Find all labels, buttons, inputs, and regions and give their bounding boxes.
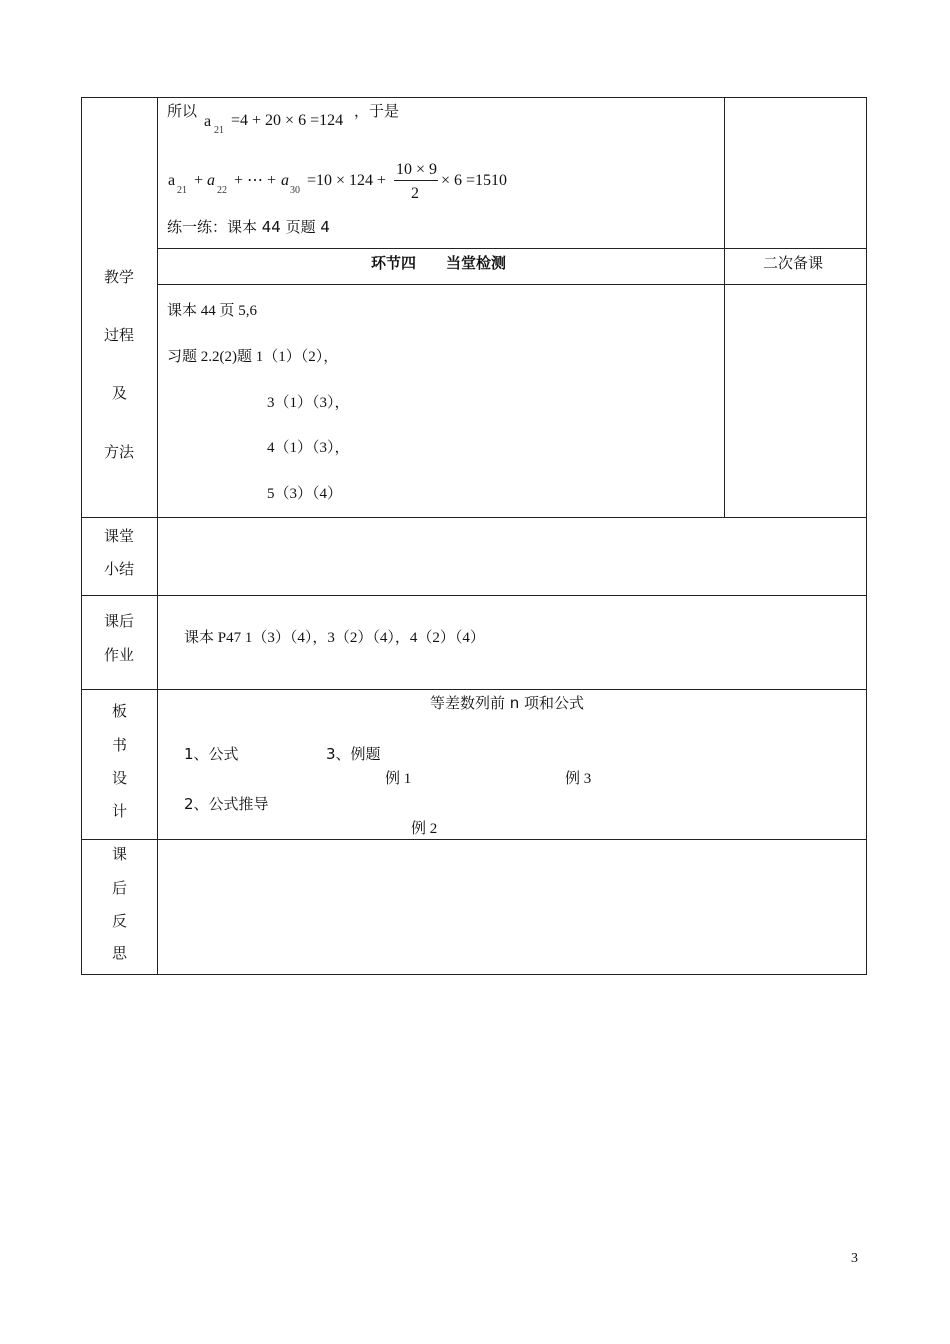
table-border-right [866, 97, 867, 975]
row-divider-5 [81, 839, 867, 840]
math-a21: a [204, 113, 212, 130]
second-prep-header: 二次备课 [763, 254, 824, 272]
section-header: 环节四 当堂检测 [371, 254, 507, 272]
board-example-2: 例 2 [411, 821, 438, 837]
left-label-board-3: 设 [112, 769, 128, 787]
left-label-process: 过程 [104, 326, 135, 344]
left-label-and: 及 [112, 384, 128, 402]
math-a21-expression: =4 + 20 × 6 =124 [231, 112, 344, 129]
math-sum-expression: =10 × 124 + [307, 172, 387, 189]
board-item-derivation: 2、公式推导 [184, 795, 269, 813]
math-sum-a30: a [281, 172, 289, 189]
fraction-bar [394, 180, 438, 181]
math-sum-tail: × 6 =1510 [441, 172, 508, 189]
left-label-board-1: 板 [112, 702, 128, 720]
left-label-summary: 小结 [104, 560, 135, 578]
exercise-line-1: 课本 44 页 5,6 [167, 303, 258, 319]
left-label-homework: 作业 [104, 646, 135, 664]
board-example-3: 例 3 [565, 771, 592, 787]
fraction-denominator: 2 [411, 185, 419, 202]
computation-prefix: 所以 [167, 102, 198, 120]
math-dots: + ⋯ + [234, 172, 277, 189]
left-label-teaching: 教学 [104, 268, 135, 286]
math-subscript-21: 21 [214, 125, 224, 136]
table-border-top [81, 97, 867, 98]
exercise-line-2: 习题 2.2(2)题 1（1）（2）， [167, 349, 339, 365]
row-divider-4 [81, 689, 867, 690]
table-border-left [81, 97, 82, 975]
board-item-formula: 1、公式 [184, 745, 239, 763]
row-divider-1 [157, 248, 867, 249]
left-label-reflect-3: 反 [112, 912, 128, 930]
page-number: 3 [851, 1251, 858, 1266]
column-divider-left [157, 97, 158, 975]
left-label-reflect-1: 课 [112, 845, 128, 863]
board-item-examples: 3、例题 [326, 745, 381, 763]
exercise-line-3: 3（1）（3）， [267, 395, 350, 411]
row-divider-2 [81, 517, 867, 518]
math-sum-a21: a [168, 172, 176, 189]
practice-line: 练一练：课本 44 页题 4 [167, 218, 330, 236]
table-border-bottom [81, 974, 867, 975]
math-plus: + [194, 172, 204, 189]
math-sum-sub-22: 22 [217, 185, 227, 196]
left-label-classroom: 课堂 [104, 527, 135, 545]
left-label-board-2: 书 [112, 736, 128, 754]
row-divider-header [157, 284, 867, 285]
math-sum-sub-21: 21 [177, 185, 187, 196]
left-label-reflect-4: 思 [112, 944, 128, 962]
left-label-board-4: 计 [112, 802, 128, 820]
fraction-numerator: 10 × 9 [396, 161, 438, 178]
exercise-line-4: 4（1）（3）， [267, 440, 350, 456]
exercise-line-5: 5（3）（4） [267, 486, 343, 502]
board-title: 等差数列前 n 项和公式 [430, 694, 585, 712]
math-sum-sub-30: 30 [290, 185, 300, 196]
left-label-method: 方法 [104, 443, 135, 461]
left-label-reflect-2: 后 [112, 879, 128, 897]
board-example-1: 例 1 [385, 771, 412, 787]
row-divider-3 [81, 595, 867, 596]
math-sum-a22: a [207, 172, 215, 189]
left-label-after-class: 课后 [104, 612, 135, 630]
computation-suffix: ，于是 [354, 102, 400, 120]
column-divider-right [724, 97, 725, 518]
homework-content: 课本 P47 1（3）（4），3（2）（4），4（2）（4） [184, 630, 485, 646]
